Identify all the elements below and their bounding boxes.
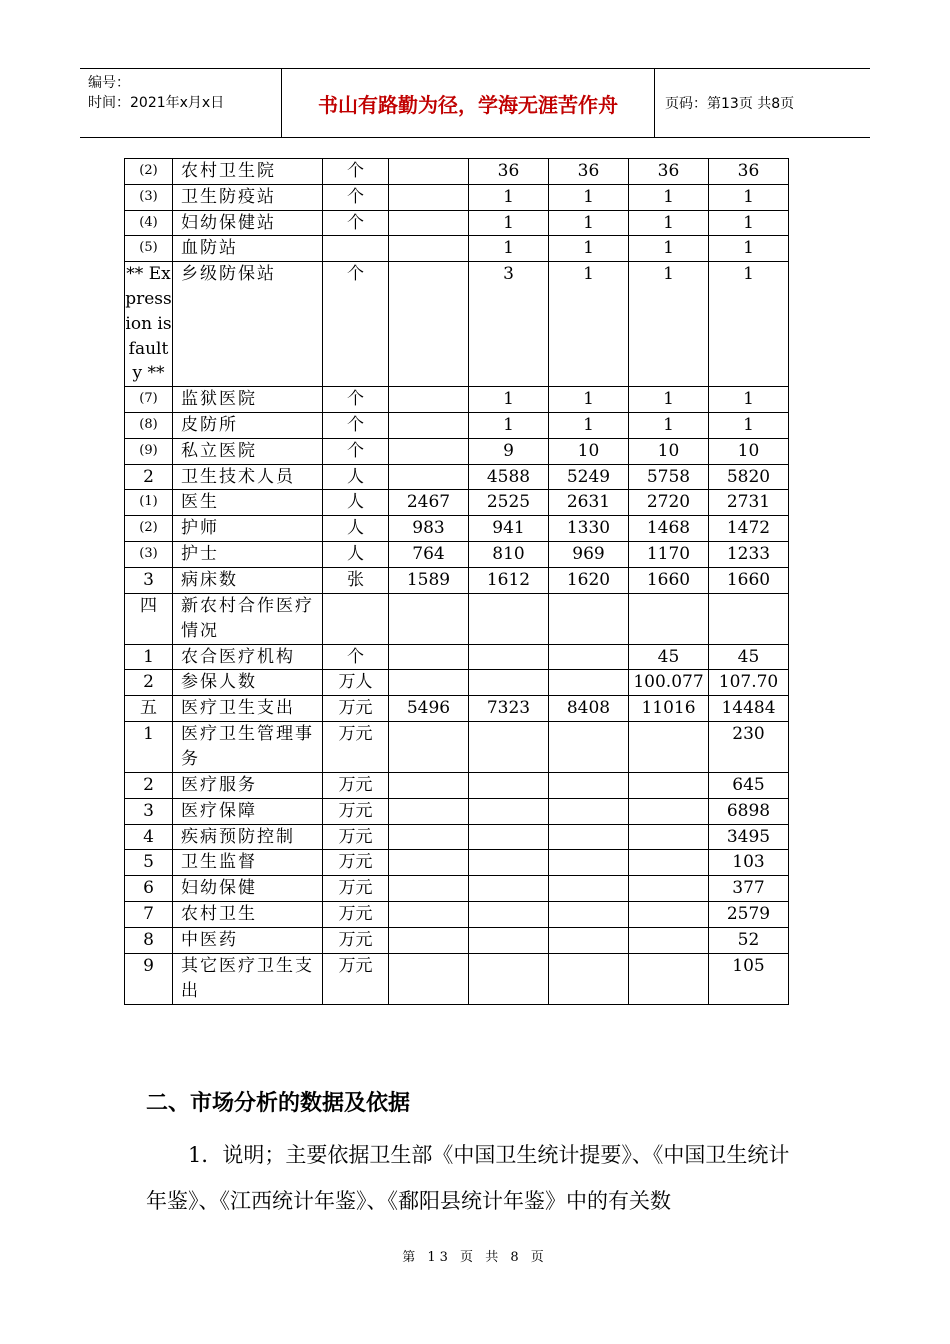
row-unit: 万元 [323, 953, 389, 1004]
row-name: 农村卫生 [173, 901, 323, 927]
row-number: (8) [125, 412, 173, 438]
row-number: 9 [125, 953, 173, 1004]
row-value: 36 [629, 159, 709, 185]
table-row [125, 541, 789, 567]
row-value: 4588 [469, 464, 549, 490]
table-row [125, 159, 789, 185]
row-unit: 人 [323, 490, 389, 516]
table-row [125, 644, 789, 670]
row-value: 1 [709, 236, 789, 262]
row-value [549, 901, 629, 927]
row-value: 6898 [709, 798, 789, 824]
row-value: 36 [709, 159, 789, 185]
row-value [549, 824, 629, 850]
row-name: 监狱医院 [173, 387, 323, 413]
row-value [389, 593, 469, 644]
row-unit [323, 593, 389, 644]
row-unit: 人 [323, 464, 389, 490]
row-unit: 个 [323, 644, 389, 670]
row-value [549, 721, 629, 772]
row-value [389, 901, 469, 927]
row-value: 1 [469, 236, 549, 262]
row-unit: 人 [323, 541, 389, 567]
row-value: 3495 [709, 824, 789, 850]
row-value [549, 670, 629, 696]
table-row [125, 721, 789, 772]
row-value: 1468 [629, 516, 709, 542]
row-name: 妇幼保健站 [173, 210, 323, 236]
row-value [629, 721, 709, 772]
table-row [125, 567, 789, 593]
row-value: 1170 [629, 541, 709, 567]
time-label: 时间：2021年x月x日 [88, 95, 225, 111]
row-value [389, 262, 469, 387]
row-value: 103 [709, 850, 789, 876]
row-value: 100.077 [629, 670, 709, 696]
statistics-table [124, 158, 789, 1005]
row-value: 1 [629, 262, 709, 387]
row-value: 3 [469, 262, 549, 387]
row-value: 1 [469, 412, 549, 438]
row-unit: 万元 [323, 901, 389, 927]
row-unit: 万元 [323, 772, 389, 798]
row-value: 10 [629, 438, 709, 464]
row-value: 1 [629, 387, 709, 413]
row-number: 2 [125, 772, 173, 798]
row-value: 1660 [629, 567, 709, 593]
row-value [549, 850, 629, 876]
row-value [469, 772, 549, 798]
table-row [125, 876, 789, 902]
row-value: 45 [709, 644, 789, 670]
row-value [549, 798, 629, 824]
table-row [125, 387, 789, 413]
row-unit: 万元 [323, 696, 389, 722]
row-value: 2731 [709, 490, 789, 516]
row-value: 810 [469, 541, 549, 567]
row-name: 血防站 [173, 236, 323, 262]
row-name: 私立医院 [173, 438, 323, 464]
header-meta [80, 69, 282, 137]
row-value [389, 644, 469, 670]
row-value: 1 [709, 412, 789, 438]
table-row [125, 901, 789, 927]
row-value [389, 953, 469, 1004]
row-value [389, 236, 469, 262]
row-value [629, 772, 709, 798]
row-name: 其它医疗卫生支出 [173, 953, 323, 1004]
row-value: 2467 [389, 490, 469, 516]
row-value: 5820 [709, 464, 789, 490]
row-value: 10 [709, 438, 789, 464]
row-unit: 个 [323, 184, 389, 210]
row-value [389, 850, 469, 876]
row-value: 2631 [549, 490, 629, 516]
row-value [549, 927, 629, 953]
row-number: (9) [125, 438, 173, 464]
row-value [469, 876, 549, 902]
row-value: 10 [549, 438, 629, 464]
page-header [80, 68, 870, 138]
row-value [629, 901, 709, 927]
row-value [389, 210, 469, 236]
header-motto: 书山有路勤为径，学海无涯苦作舟 [282, 69, 655, 137]
row-name: 妇幼保健 [173, 876, 323, 902]
row-value: 1620 [549, 567, 629, 593]
row-value [469, 901, 549, 927]
row-value: 1 [709, 184, 789, 210]
row-value: 45 [629, 644, 709, 670]
row-name: 乡级防保站 [173, 262, 323, 387]
row-unit: 个 [323, 387, 389, 413]
row-value [629, 850, 709, 876]
row-number: 1 [125, 644, 173, 670]
row-value: 14484 [709, 696, 789, 722]
row-value: 1233 [709, 541, 789, 567]
row-value: 5496 [389, 696, 469, 722]
row-name: 参保人数 [173, 670, 323, 696]
table-row [125, 490, 789, 516]
row-value: 941 [469, 516, 549, 542]
row-value [629, 953, 709, 1004]
row-value: 1 [549, 387, 629, 413]
row-value: 1 [709, 210, 789, 236]
row-value: 1 [629, 236, 709, 262]
row-number: 7 [125, 901, 173, 927]
row-name: 病床数 [173, 567, 323, 593]
row-number: 5 [125, 850, 173, 876]
row-value: 1 [629, 210, 709, 236]
table-row [125, 412, 789, 438]
row-value [469, 850, 549, 876]
section-paragraph: 1．说明；主要依据卫生部《中国卫生统计提要》、《中国卫生统计年鉴》、《江西统计年鉴》、《鄱阳县统计年鉴》中的有关数 [146, 1143, 790, 1213]
row-value: 1472 [709, 516, 789, 542]
row-name: 卫生监督 [173, 850, 323, 876]
row-value [389, 670, 469, 696]
row-value [469, 593, 549, 644]
row-number: 8 [125, 927, 173, 953]
row-name: 护士 [173, 541, 323, 567]
table-row [125, 798, 789, 824]
row-value: 2579 [709, 901, 789, 927]
row-unit: 万元 [323, 798, 389, 824]
row-value [389, 184, 469, 210]
row-value: 36 [469, 159, 549, 185]
table-row [125, 516, 789, 542]
row-number: (3) [125, 184, 173, 210]
row-value: 5249 [549, 464, 629, 490]
row-value: 969 [549, 541, 629, 567]
row-value: 1660 [709, 567, 789, 593]
row-value: 9 [469, 438, 549, 464]
row-number: (3) [125, 541, 173, 567]
row-value: 1 [549, 184, 629, 210]
row-value: 36 [549, 159, 629, 185]
row-value [709, 593, 789, 644]
row-value: 230 [709, 721, 789, 772]
row-number: ** Expression is faulty ** [125, 262, 173, 387]
page-footer: 第 13 页 共 8 页 [402, 1250, 548, 1265]
row-unit: 万元 [323, 876, 389, 902]
table-row [125, 670, 789, 696]
row-number: (2) [125, 516, 173, 542]
row-number: 1 [125, 721, 173, 772]
row-number: (1) [125, 490, 173, 516]
row-value [629, 593, 709, 644]
row-value: 1 [469, 184, 549, 210]
row-value: 1 [469, 387, 549, 413]
row-value [629, 927, 709, 953]
row-value: 1 [549, 210, 629, 236]
table-row [125, 953, 789, 1004]
row-unit: 万人 [323, 670, 389, 696]
row-unit: 个 [323, 412, 389, 438]
row-value [469, 824, 549, 850]
row-value: 1 [469, 210, 549, 236]
row-name: 农村卫生院 [173, 159, 323, 185]
row-number: 五 [125, 696, 173, 722]
row-unit [323, 236, 389, 262]
row-number: 3 [125, 798, 173, 824]
row-value [389, 438, 469, 464]
row-name: 护师 [173, 516, 323, 542]
row-unit: 万元 [323, 850, 389, 876]
table-row [125, 850, 789, 876]
row-name: 卫生防疫站 [173, 184, 323, 210]
row-value: 1 [549, 262, 629, 387]
row-value: 983 [389, 516, 469, 542]
row-unit: 万元 [323, 824, 389, 850]
table-row [125, 696, 789, 722]
row-name: 医疗卫生支出 [173, 696, 323, 722]
table-row [125, 464, 789, 490]
table-row [125, 262, 789, 387]
row-unit: 万元 [323, 721, 389, 772]
row-number: (7) [125, 387, 173, 413]
row-value [389, 721, 469, 772]
row-value [469, 953, 549, 1004]
row-value [549, 772, 629, 798]
row-value [629, 824, 709, 850]
row-value [389, 798, 469, 824]
table-row [125, 927, 789, 953]
row-value: 1589 [389, 567, 469, 593]
row-value: 5758 [629, 464, 709, 490]
row-unit: 个 [323, 159, 389, 185]
row-value [389, 159, 469, 185]
row-unit: 人 [323, 516, 389, 542]
row-number: 6 [125, 876, 173, 902]
row-value [549, 593, 629, 644]
row-name: 医生 [173, 490, 323, 516]
row-unit: 个 [323, 210, 389, 236]
row-value: 11016 [629, 696, 709, 722]
row-number: 3 [125, 567, 173, 593]
row-name: 卫生技术人员 [173, 464, 323, 490]
table-row [125, 236, 789, 262]
row-value: 1 [709, 387, 789, 413]
row-number: 2 [125, 670, 173, 696]
row-value: 8408 [549, 696, 629, 722]
row-unit: 个 [323, 438, 389, 464]
row-value [389, 876, 469, 902]
row-number: (4) [125, 210, 173, 236]
row-value [549, 876, 629, 902]
row-name: 医疗服务 [173, 772, 323, 798]
row-value [629, 798, 709, 824]
row-value: 377 [709, 876, 789, 902]
row-value: 2525 [469, 490, 549, 516]
header-page-label: 页码：第13页 共8页 [665, 96, 795, 112]
row-unit: 张 [323, 567, 389, 593]
row-value: 52 [709, 927, 789, 953]
row-value: 1 [629, 412, 709, 438]
section-heading: 二、市场分析的数据及依据 [146, 1091, 411, 1116]
row-value [469, 721, 549, 772]
row-number: (2) [125, 159, 173, 185]
row-value: 105 [709, 953, 789, 1004]
row-value [469, 927, 549, 953]
row-value: 1 [549, 412, 629, 438]
row-unit: 个 [323, 262, 389, 387]
row-name: 新农村合作医疗情况 [173, 593, 323, 644]
row-name: 农合医疗机构 [173, 644, 323, 670]
table-row [125, 824, 789, 850]
row-value: 2720 [629, 490, 709, 516]
row-unit: 万元 [323, 927, 389, 953]
row-name: 中医药 [173, 927, 323, 953]
row-number: 2 [125, 464, 173, 490]
row-value [549, 953, 629, 1004]
row-name: 医疗保障 [173, 798, 323, 824]
code-label: 编号： [88, 75, 130, 91]
table-body [125, 159, 789, 1005]
row-value: 107.70 [709, 670, 789, 696]
row-value [629, 876, 709, 902]
row-name: 医疗卫生管理事务 [173, 721, 323, 772]
row-number: 四 [125, 593, 173, 644]
table-row [125, 772, 789, 798]
row-number: 4 [125, 824, 173, 850]
row-value [549, 644, 629, 670]
row-value: 1612 [469, 567, 549, 593]
row-value: 645 [709, 772, 789, 798]
row-name: 疾病预防控制 [173, 824, 323, 850]
row-value [469, 798, 549, 824]
row-value: 764 [389, 541, 469, 567]
row-name: 皮防所 [173, 412, 323, 438]
row-value: 1330 [549, 516, 629, 542]
row-value [389, 927, 469, 953]
row-value: 1 [549, 236, 629, 262]
row-value [389, 772, 469, 798]
row-value: 7323 [469, 696, 549, 722]
row-value [389, 387, 469, 413]
row-value: 1 [629, 184, 709, 210]
table-row [125, 210, 789, 236]
row-value [469, 644, 549, 670]
row-value [389, 412, 469, 438]
row-value [389, 464, 469, 490]
row-number: (5) [125, 236, 173, 262]
row-value [469, 670, 549, 696]
row-value: 1 [709, 262, 789, 387]
row-value [389, 824, 469, 850]
table-row [125, 438, 789, 464]
table-row [125, 593, 789, 644]
table-row [125, 184, 789, 210]
